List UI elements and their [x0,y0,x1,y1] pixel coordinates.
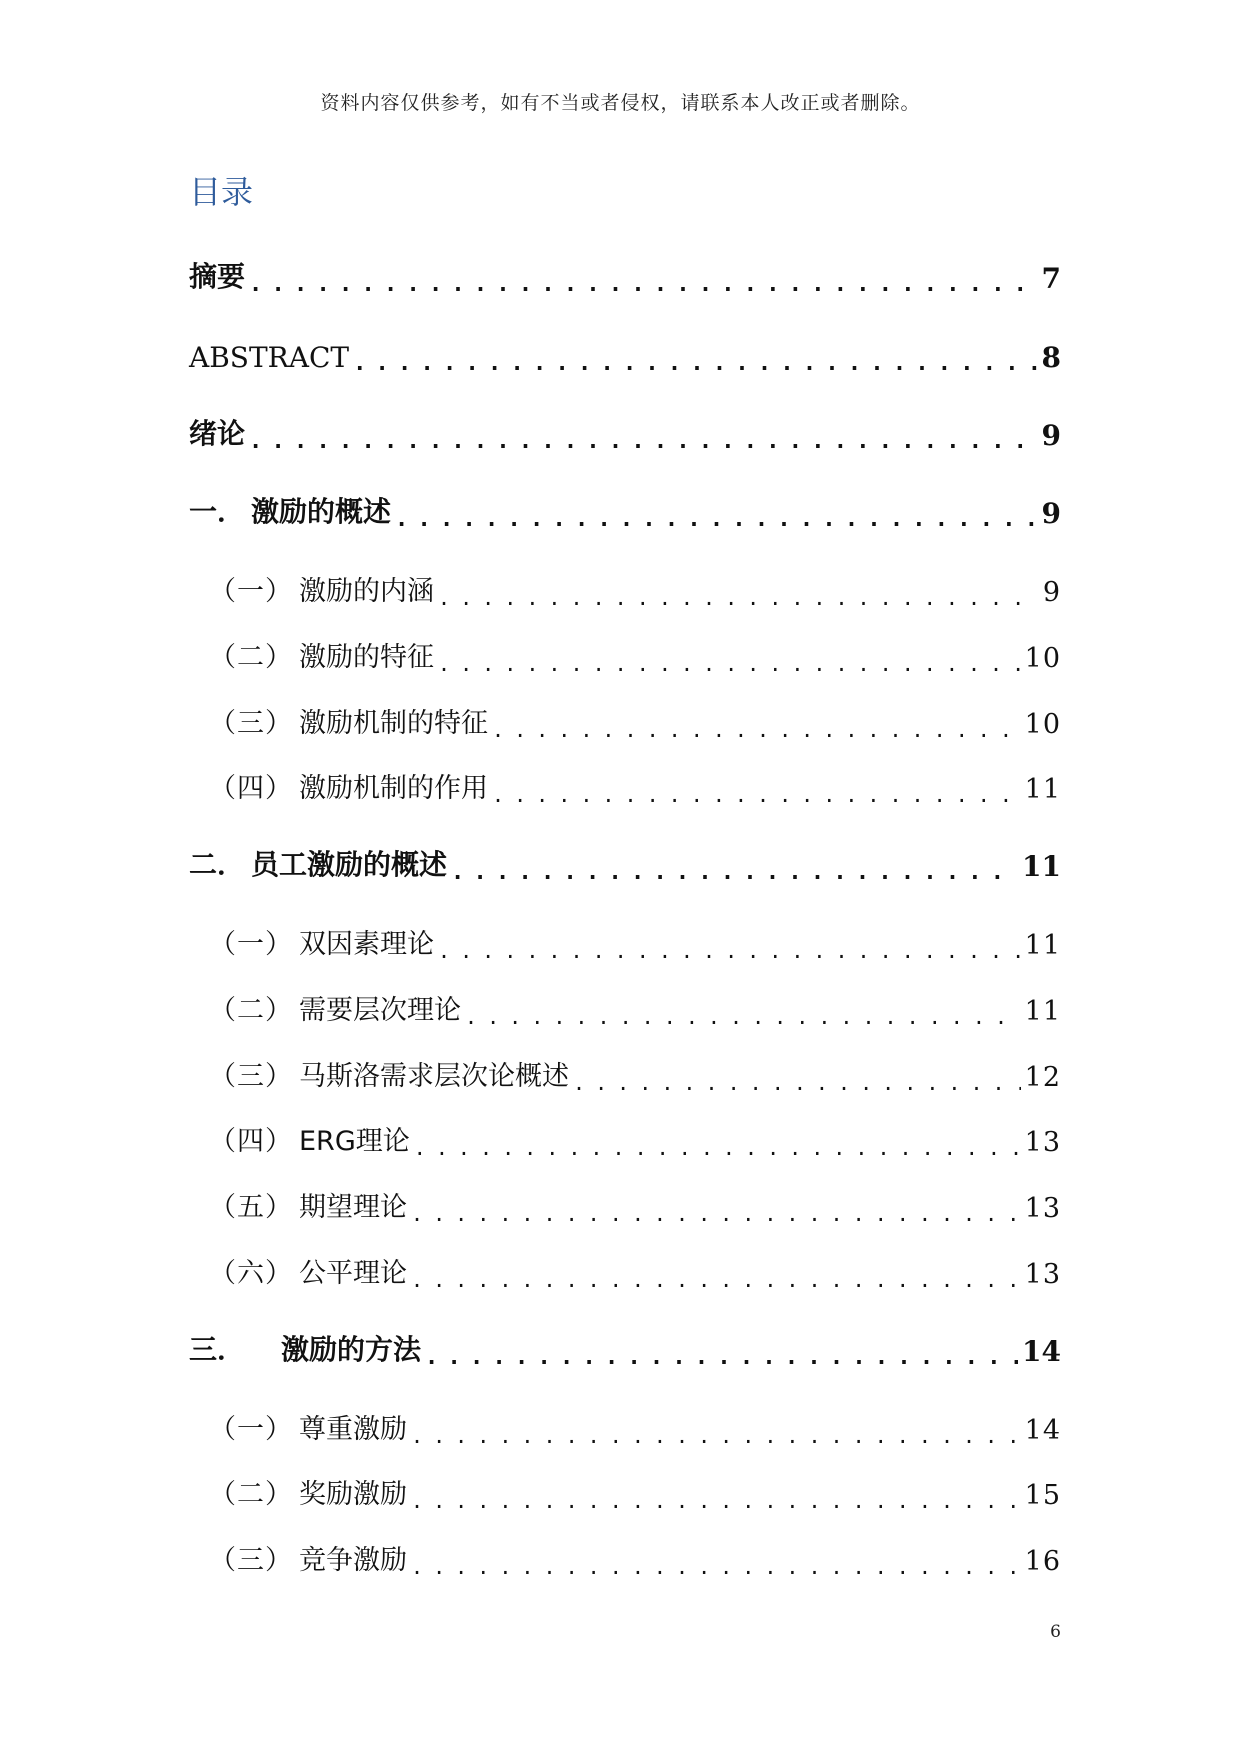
toc-page-number: 14 [1024,1415,1061,1446]
toc-dot-leader [465,1000,1021,1027]
toc-entry-number: （四） [209,1126,293,1157]
toc-dot-leader [425,1340,1018,1368]
toc-dot-leader [411,1484,1021,1511]
toc-entry-number: （六） [209,1258,293,1289]
toc-dot-leader [438,934,1021,961]
toc-entry-number: （四） [209,773,293,804]
toc-page-number: 9 [1042,577,1061,608]
toc-entry-label: ABSTRACT [189,341,350,374]
toc-entry-label: 激励机制的特征 [299,708,488,739]
toc-entry-abstract-en[interactable] [189,334,1061,374]
toc-entry-1-4[interactable] [209,765,1061,805]
toc-entry-2-4[interactable] [209,1118,1061,1158]
page-number: 6 [1050,1622,1061,1642]
toc-entry-number: （一） [209,1414,293,1445]
toc-page-number: 10 [1024,643,1061,674]
toc-dot-leader [411,1419,1021,1446]
toc-entry-introduction[interactable] [189,412,1061,452]
toc-entry-2-3[interactable] [209,1053,1061,1093]
toc-entry-abstract-cn[interactable] [189,255,1061,295]
toc-entry-chapter-2[interactable] [189,843,1061,883]
toc-entry-number: （二） [209,995,293,1026]
toc-entry-3-2[interactable] [209,1471,1061,1511]
toc-entry-label: 员工激励的概述 [251,848,448,881]
toc-entry-2-5[interactable] [209,1184,1061,1224]
toc-entry-chapter-3[interactable] [189,1328,1061,1368]
toc-entry-1-1[interactable] [209,568,1061,608]
toc-entry-label: 激励的概述 [251,495,392,528]
toc-entry-1-2[interactable] [209,634,1061,674]
disclaimer-notice: 资料内容仅供参考，如有不当或者侵权，请联系本人改正或者删除。 [320,92,921,114]
toc-entry-label: 公平理论 [299,1258,407,1289]
toc-dot-leader [411,1550,1021,1577]
toc-entry-label: 激励的方法 [281,1333,422,1366]
toc-page-number: 13 [1024,1193,1061,1224]
toc-page-number: 7 [1041,262,1061,295]
toc-page-number: 11 [1024,930,1061,961]
toc-entry-2-6[interactable] [209,1250,1061,1290]
toc-entry-label: 尊重激励 [299,1414,407,1445]
toc-entry-number: 三． [189,1333,246,1366]
toc-dot-leader [414,1131,1021,1158]
toc-entry-number: （一） [209,576,293,607]
toc-entry-label: 激励机制的作用 [299,773,488,804]
toc-dot-leader [353,346,1037,374]
toc-page-number: 9 [1041,419,1061,452]
toc-entry-1-3[interactable] [209,700,1061,740]
toc-page-number: 14 [1022,1335,1061,1368]
toc-entry-number: （二） [209,1479,293,1510]
toc-dot-leader [249,267,1038,295]
toc-page-number: 10 [1024,709,1061,740]
toc-page-number: 16 [1024,1546,1061,1577]
toc-entry-label: 摘要 [189,260,246,293]
toc-page-number: 8 [1041,341,1061,374]
toc-entry-label: 竞争激励 [299,1545,407,1576]
toc-entry-2-1[interactable] [209,921,1061,961]
toc-entry-label: 双因素理论 [299,929,434,960]
toc-page-number: 15 [1024,1480,1061,1511]
toc-entry-number: （一） [209,929,293,960]
toc-dot-leader [451,855,1018,883]
toc-entry-number: （三） [209,708,293,739]
toc-dot-leader [395,502,1037,530]
toc-page-number: 12 [1024,1062,1061,1093]
toc-entry-2-2[interactable] [209,987,1061,1027]
toc-entry-3-3[interactable] [209,1537,1061,1577]
toc-page-number: 11 [1024,774,1061,805]
toc-entry-label: 需要层次理论 [299,995,461,1026]
toc-entry-label: 激励的特征 [299,642,434,673]
toc-entry-chapter-1[interactable] [189,490,1061,530]
toc-entry-label: 奖励激励 [299,1479,407,1510]
toc-dot-leader [438,647,1021,674]
toc-page-number: 13 [1024,1127,1061,1158]
toc-entry-label: 期望理论 [299,1192,407,1223]
toc-dot-leader [249,424,1038,452]
toc-dot-leader [492,778,1021,805]
toc-entry-number: 一． [189,495,246,528]
toc-page-number: 11 [1024,996,1061,1027]
toc-page-number: 9 [1041,497,1061,530]
toc-page-number: 13 [1024,1259,1061,1290]
toc-entry-number: （五） [209,1192,293,1223]
toc-entry-number: 二． [189,848,246,881]
toc-entry-label: 绪论 [189,417,246,450]
toc-dot-leader [492,713,1021,740]
toc-entry-number: （三） [209,1545,293,1576]
toc-entry-number: （三） [209,1061,293,1092]
toc-dot-leader [411,1197,1021,1224]
toc-entry-label: ERG理论 [299,1126,410,1157]
toc-dot-leader [573,1066,1021,1093]
toc-entry-3-1[interactable] [209,1406,1061,1446]
toc-page-number: 11 [1022,850,1061,883]
toc-title: 目录 [189,173,254,211]
toc-dot-leader [438,581,1039,608]
toc-entry-number: （二） [209,642,293,673]
toc-dot-leader [411,1263,1021,1290]
toc-entry-label: 激励的内涵 [299,576,434,607]
toc-entry-label: 马斯洛需求层次论概述 [299,1061,569,1092]
